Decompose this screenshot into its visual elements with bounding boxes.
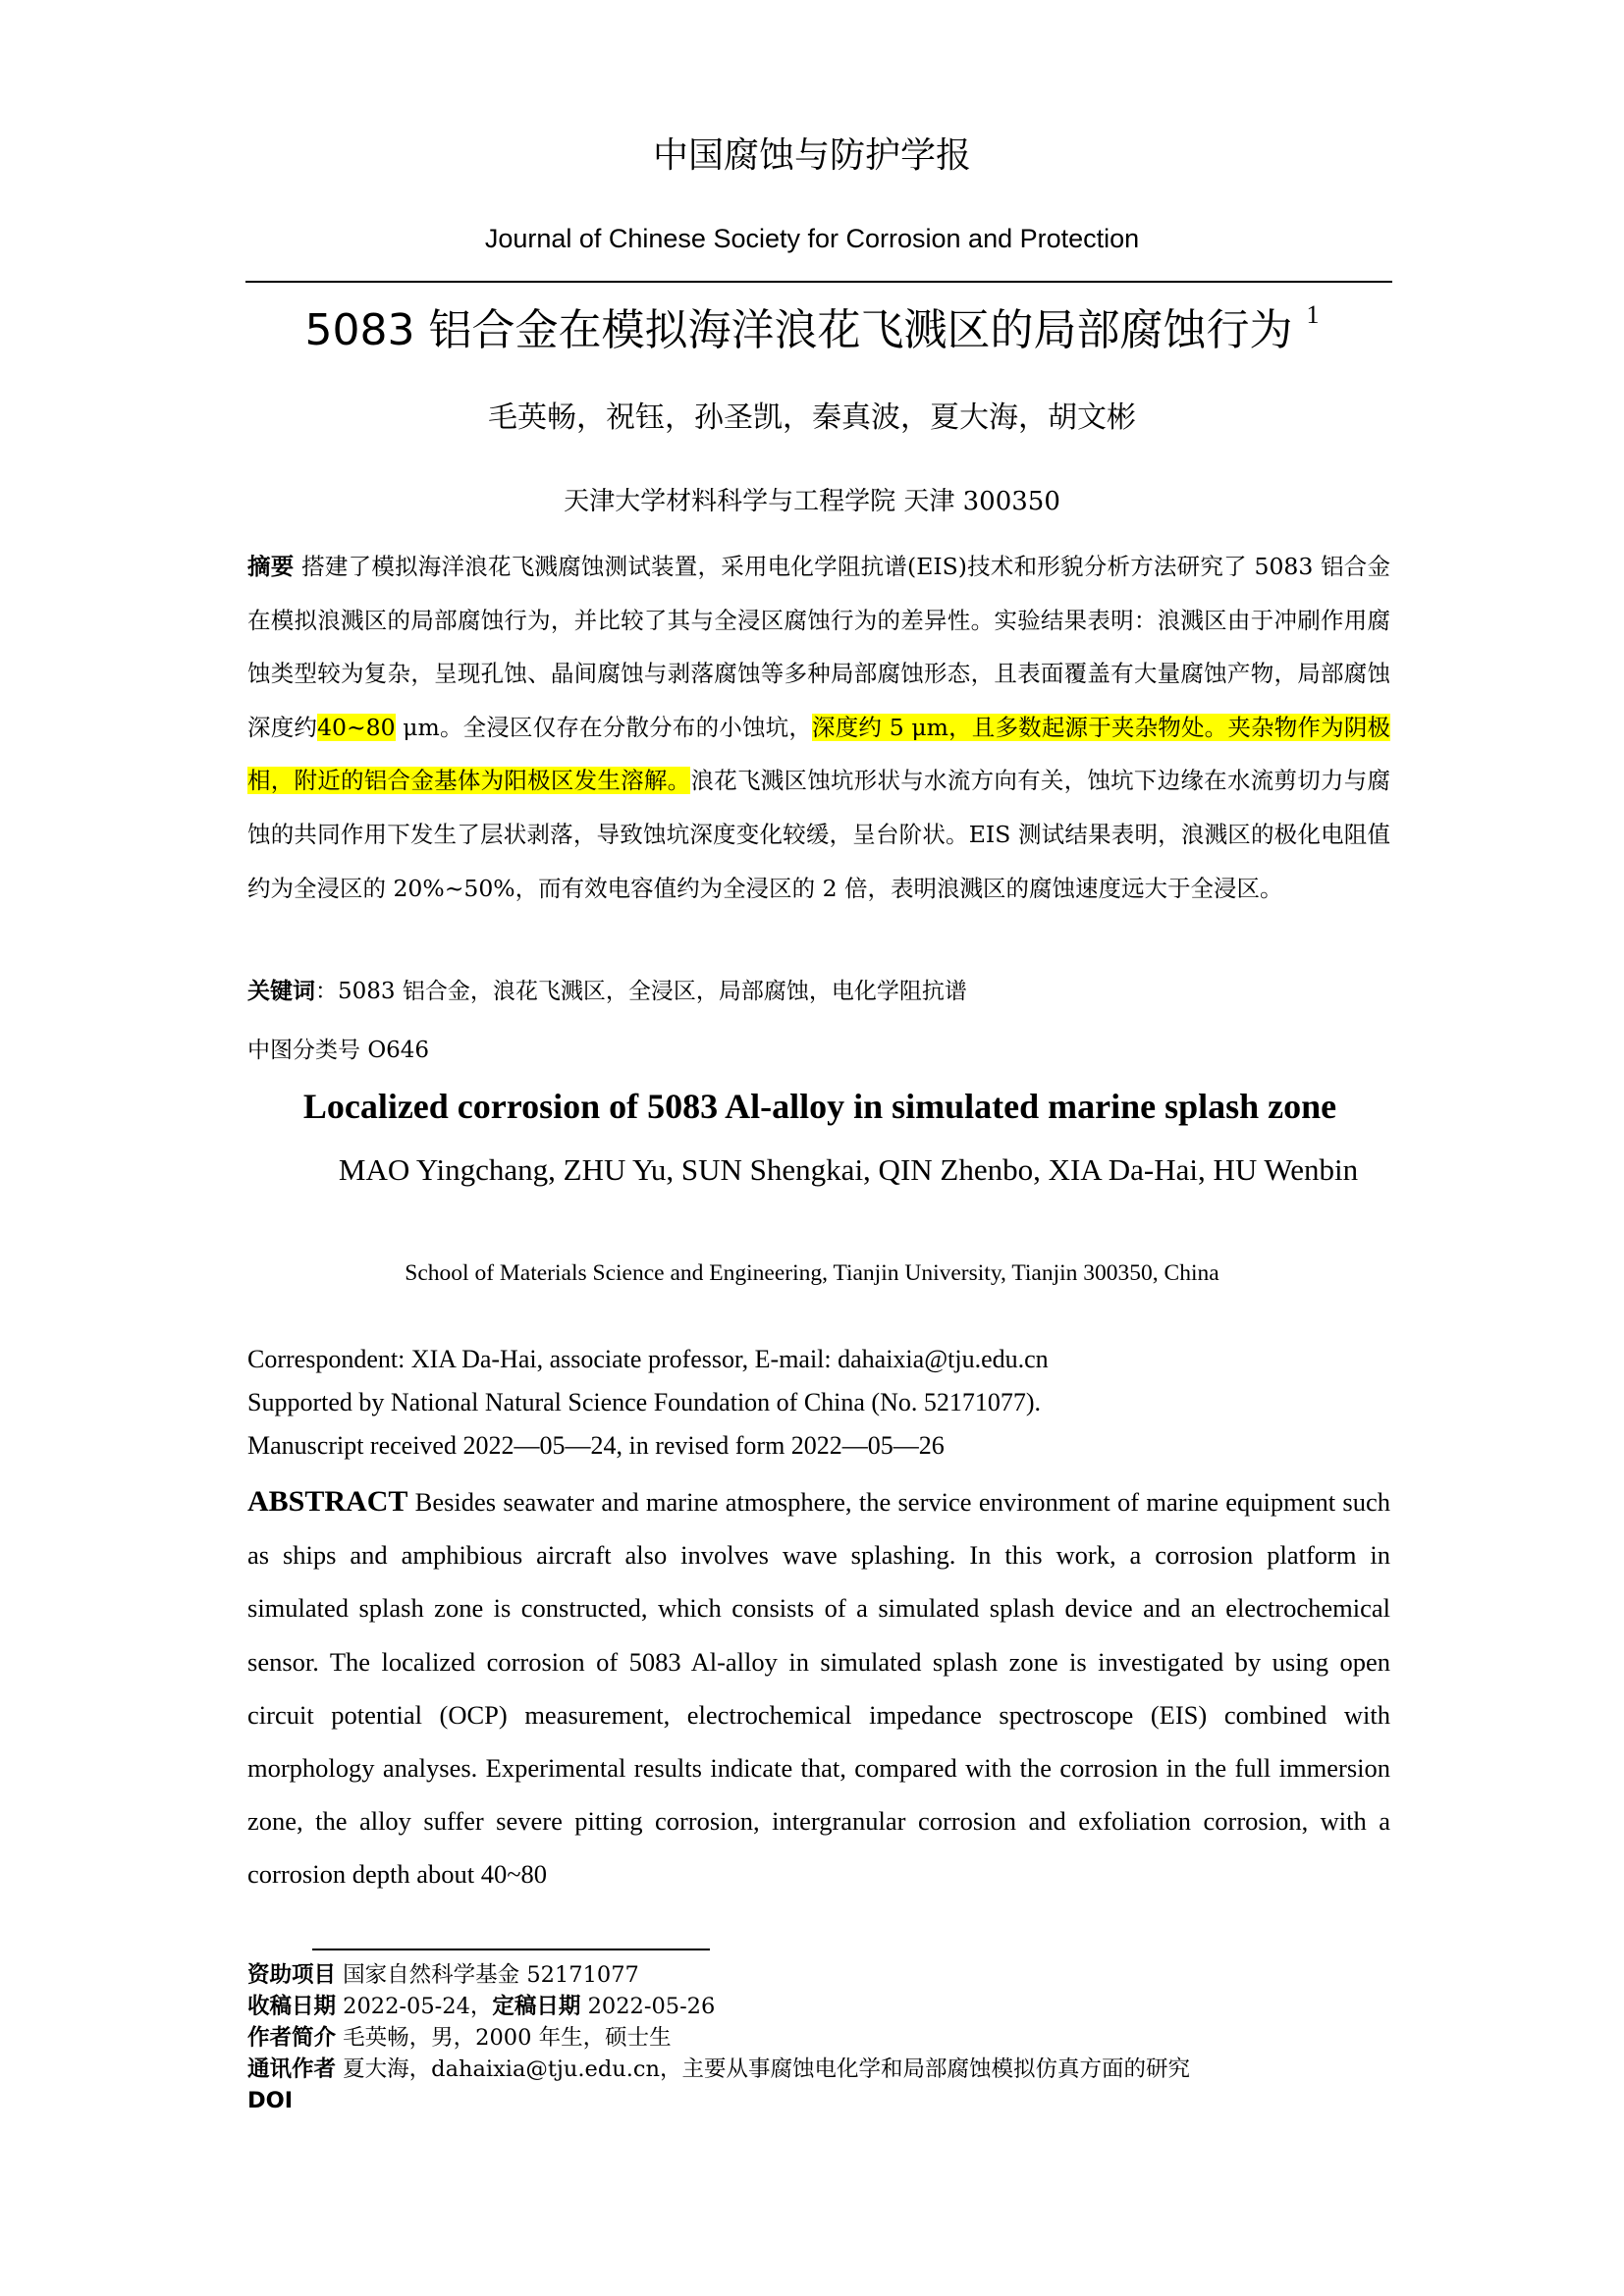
abstract-en-label: ABSTRACT [247, 1485, 408, 1518]
abstract-cn-highlight-depth: 40~80 [317, 713, 396, 741]
correspondent-en: Correspondent: XIA Da-Hai, associate professor, E-mail: dahaixia@tju.edu.cn [247, 1345, 1049, 1373]
authors-en: MAO Yingchang, ZHU Yu, SUN Shengkai, QIN Zhenbo, XIA Da-Hai, HU Wenbin [338, 1152, 1359, 1187]
footnote-rule [312, 1949, 710, 1950]
keywords-cn [247, 970, 1390, 1013]
supported-en: Supported by National Natural Science Foundation of China (No. 52171077). [247, 1388, 1042, 1416]
clc-number [247, 1029, 1390, 1072]
keywords-cn-text: ：5083 铝合金，浪花飞溅区，全浸区，局部腐蚀，电化学阻抗谱 [315, 979, 967, 1004]
journal-name-en: Journal of Chinese Society for Corrosion and Protection [484, 224, 1140, 253]
authors-cn: 毛英畅，祝钰，孙圣凯，秦真波，夏大海，胡文彬 [488, 400, 1136, 435]
abstract-cn [247, 540, 1390, 915]
abstract-en-text: Besides seawater and marine atmosphere, the service environment of marine equipment such as ships and amphibious aircraft also involves wave splashing. In this work, a corrosion platform in simulated splash zone is constructed, which consists of a simulated splash device and an electrochemical sensor. The localized corrosion of 5083 Al-alloy in simulated splash zone is investigated by using open circuit potential (OCP) measurement, electrochemical impedance spectroscope (EIS) combined with morphology analyses. Experimental results indicate that, compared with the corrosion in the full immersion zone, the alloy suffer severe pitting corrosion, intergranular corrosion and exfoliation corrosion, with a corrosion depth about 40~80 [247, 1487, 1390, 1890]
title-en: Localized corrosion of 5083 Al-alloy in simulated marine splash zone [302, 1087, 1337, 1126]
received-label: 收稿日期 [247, 1994, 337, 2019]
journal-name-cn: 中国腐蚀与防护学报 [652, 135, 971, 176]
author-value: 毛英畅，男，2000 年生，硕士生 [343, 2025, 672, 2051]
title-cn-text: 5083 铝合金在模拟海洋浪花飞溅区的局部腐蚀行为 [304, 305, 1293, 355]
corr-label: 通讯作者 [247, 2056, 337, 2082]
clc-label: 中图分类号 [247, 1038, 360, 1063]
doi-label: DOI [247, 2088, 294, 2113]
footnote-funding [247, 1959, 639, 1991]
accepted-value: 2022-05-26 [587, 1994, 716, 2019]
affiliation-en: School of Materials Science and Engineering, Tianjin University, Tianjin 300350, China [405, 1260, 1219, 1286]
abstract-cn-part1: 搭建了模拟海洋浪花飞溅腐蚀测试装置，采用电化学阻抗谱(EIS)技术和形貌分析方法研究了 5083 铝合金在模拟浪溅区的局部腐蚀行为，并比较了其与全浸区腐蚀行为的差异性。实验结果表明：浪溅区由于冲刷作用腐蚀类型较为复杂，呈现孔蚀、晶间腐蚀与剥落腐蚀等多种局部腐蚀形态，且表面覆盖有大量腐蚀产物，局部腐蚀深度约 [247, 553, 1390, 741]
title-cn [0, 294, 1624, 357]
footnote-doi [247, 2085, 293, 2116]
abstract-cn-highlight-inclusions: 深度约 5 μm，且多数起源于夹杂物处。夹杂物作为阴极相，附近的铝合金基体为阳极区发生溶解。 [247, 713, 1391, 795]
footnote-dates [247, 1991, 715, 2022]
received-value: 2022-05-24， [343, 1994, 493, 2019]
affiliation-cn: 天津大学材料科学与工程学院 天津 300350 [564, 487, 1060, 516]
received-en: Manuscript received 2022—05—24, in revised form 2022—05—26 [247, 1431, 945, 1460]
abstract-cn-label: 摘要 [247, 553, 295, 580]
abstract-cn-part3: 浪花飞溅区蚀坑形状与水流方向有关，蚀坑下边缘在水流剪切力与腐蚀的共同作用下发生了层状剥落，导致蚀坑深度变化较缓，呈台阶状。EIS 测试结果表明，浪溅区的极化电阻值约为全浸区的 20%~50%，而有效电容值约为全浸区的 2 倍，表明浪溅区的腐蚀速度远大于全浸区。 [247, 767, 1391, 902]
keywords-cn-label: 关键词 [247, 978, 315, 1004]
header-rule [245, 281, 1392, 283]
footnote-author [247, 2022, 672, 2054]
author-label: 作者简介 [247, 2025, 337, 2051]
accepted-label: 定稿日期 [492, 1994, 581, 2019]
funding-label: 资助项目 [247, 1962, 337, 1988]
title-footnote-mark: 1 [1306, 300, 1320, 330]
corr-value: 夏大海，dahaixia@tju.edu.cn，主要从事腐蚀电化学和局部腐蚀模拟仿真方面的研究 [343, 2056, 1191, 2082]
footnote-correspondent [247, 2054, 1190, 2085]
clc-value: O646 [367, 1038, 430, 1063]
abstract-cn-part2: μm。全浸区仅存在分散分布的小蚀坑， [395, 713, 813, 741]
funding-value: 国家自然科学基金 52171077 [343, 1962, 639, 1988]
abstract-en [247, 1475, 1390, 1901]
